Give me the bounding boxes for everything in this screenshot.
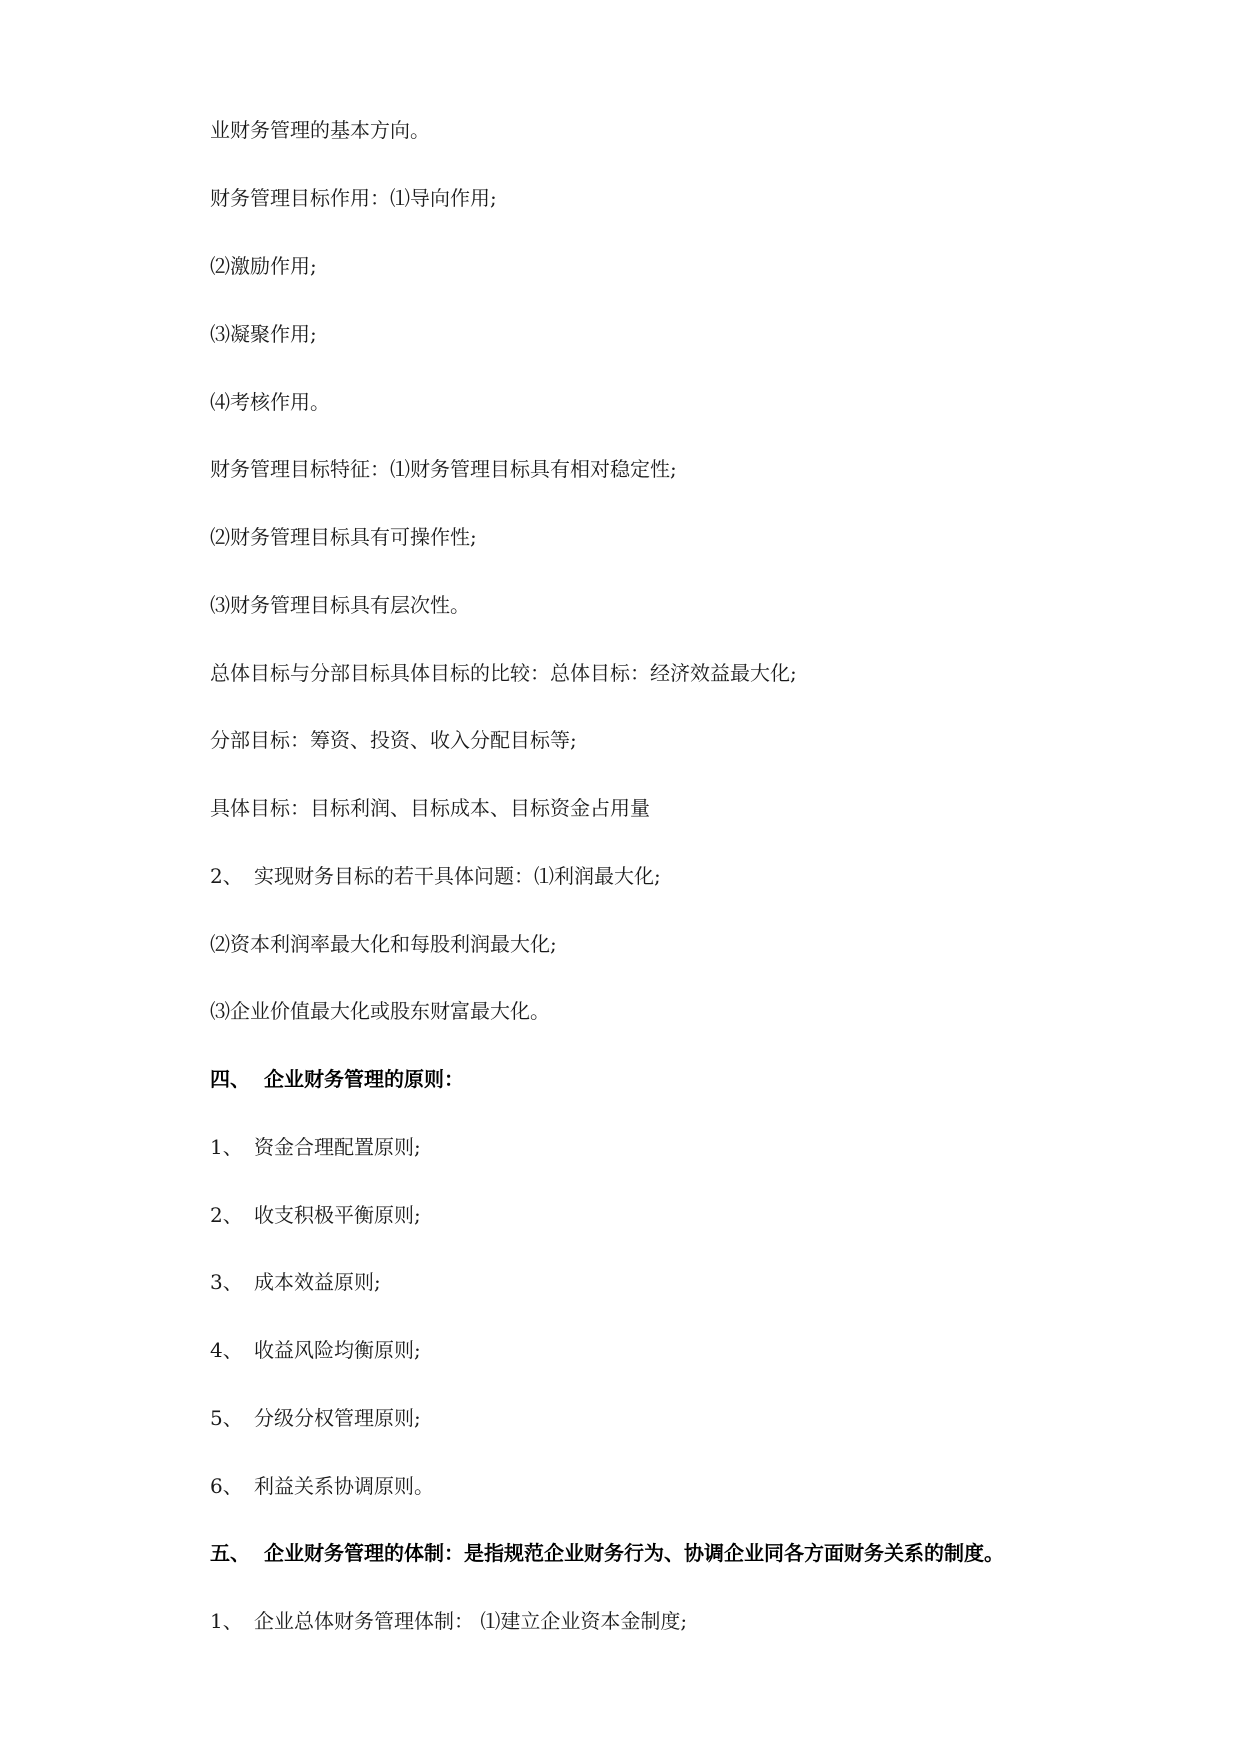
section-number: 五、 — [210, 1541, 250, 1565]
section-number: 四、 — [210, 1067, 250, 1091]
list-text: 实现财务目标的若干具体问题：⑴利润最大化; — [254, 864, 661, 888]
list-item — [210, 1270, 381, 1294]
section-title: 企业财务管理的体制：是指规范企业财务行为、协调企业同各方面财务关系的制度。 — [264, 1541, 1004, 1565]
list-text: 收益风险均衡原则; — [254, 1338, 421, 1362]
text-line: ⑵资本利润率最大化和每股利润最大化; — [210, 932, 557, 956]
list-text: 利益关系协调原则。 — [254, 1474, 434, 1498]
text-line: ⑵激励作用; — [210, 254, 317, 278]
list-number: 2、 — [210, 1203, 243, 1227]
text-line: 分部目标：筹资、投资、收入分配目标等; — [210, 728, 577, 752]
text-line: ⑶凝聚作用; — [210, 322, 317, 346]
list-number: 3、 — [210, 1270, 243, 1294]
text-line: 业财务管理的基本方向。 — [210, 118, 430, 142]
list-number: 1、 — [210, 1609, 243, 1633]
list-item — [210, 1406, 421, 1430]
text-line: 具体目标：目标利润、目标成本、目标资金占用量 — [210, 796, 650, 820]
list-item — [210, 1203, 421, 1227]
list-text: 企业总体财务管理体制： ⑴建立企业资本金制度; — [254, 1609, 688, 1633]
text-line: 财务管理目标特征：⑴财务管理目标具有相对稳定性; — [210, 457, 677, 481]
section-heading — [210, 1067, 464, 1091]
list-text: 收支积极平衡原则; — [254, 1203, 421, 1227]
list-number: 5、 — [210, 1406, 243, 1430]
text-line: 财务管理目标作用：⑴导向作用; — [210, 186, 497, 210]
list-item — [210, 1135, 421, 1159]
text-line: ⑵财务管理目标具有可操作性; — [210, 525, 477, 549]
list-text: 分级分权管理原则; — [254, 1406, 421, 1430]
section-heading — [210, 1541, 1004, 1565]
text-line: ⑷考核作用。 — [210, 390, 330, 414]
section-title: 企业财务管理的原则： — [264, 1067, 464, 1091]
list-item — [210, 864, 661, 888]
list-item — [210, 1338, 421, 1362]
list-item — [210, 1474, 434, 1498]
text-line: ⑶财务管理目标具有层次性。 — [210, 593, 470, 617]
list-number: 1、 — [210, 1135, 243, 1159]
list-number: 6、 — [210, 1474, 243, 1498]
list-text: 资金合理配置原则; — [254, 1135, 421, 1159]
text-line: 总体目标与分部目标具体目标的比较：总体目标：经济效益最大化; — [210, 661, 797, 685]
list-number: 2、 — [210, 864, 243, 888]
list-number: 4、 — [210, 1338, 243, 1362]
text-line: ⑶企业价值最大化或股东财富最大化。 — [210, 999, 550, 1023]
list-item — [210, 1609, 687, 1633]
list-text: 成本效益原则; — [254, 1270, 381, 1294]
